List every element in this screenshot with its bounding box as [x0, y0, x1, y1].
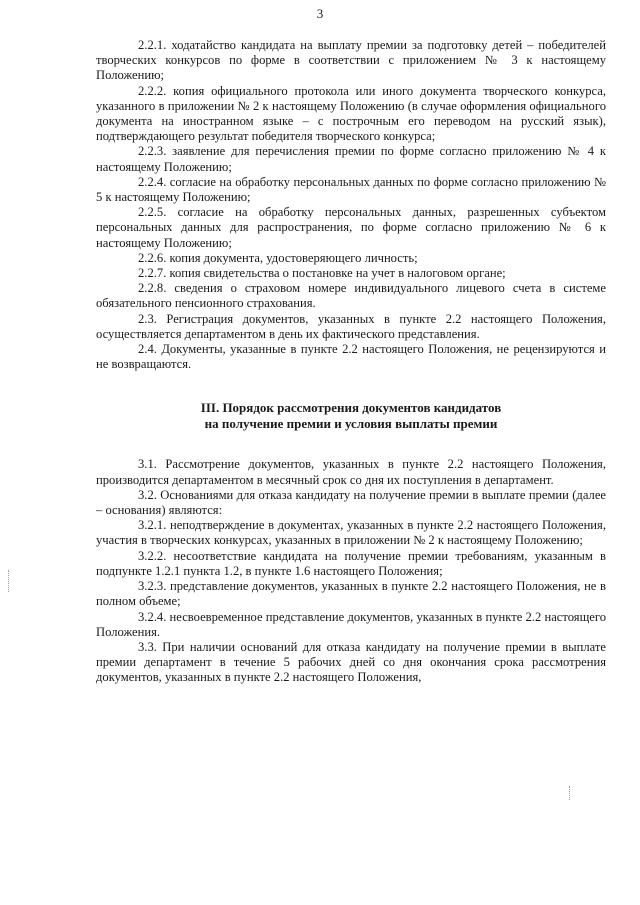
- paragraph-2-2-1: 2.2.1. ходатайство кандидата на выплату премии за подготовку детей – победителей творческих конкурсов по форме в соответствии с приложением № 3 к настоящему Положению;: [96, 38, 606, 83]
- scan-artifact-right: [569, 786, 571, 800]
- paragraph-2-2-8: 2.2.8. сведения о страховом номере индивидуального лицевого счета в системе обязательного пенсионного страхования.: [96, 281, 606, 311]
- paragraph-2-2-7: 2.2.7. копия свидетельства о постановке на учет в налоговом органе;: [138, 266, 506, 281]
- paragraph-3-2-3: 3.2.3. представление документов, указанных в пункте 2.2 настоящего Положения, не в полном объеме;: [96, 579, 606, 609]
- paragraph-2-2-5: 2.2.5. согласие на обработку персональных данных, разрешенных субъектом персональных данных для распространения, по форме согласно приложению № 6 к настоящему Положению;: [96, 205, 606, 250]
- paragraph-3-2-1: 3.2.1. неподтверждение в документах, указанных в пункте 2.2 настоящего Положения, участия в творческих конкурсах, указанных в приложении № 2 к настоящему Положению;: [96, 518, 606, 548]
- paragraph-2-4: 2.4. Документы, указанные в пункте 2.2 настоящего Положения, не рецензируются и не возвращаются.: [96, 342, 606, 372]
- section-heading-line-1: III. Порядок рассмотрения документов кандидатов: [200, 400, 502, 416]
- paragraph-3-3: 3.3. При наличии оснований для отказа кандидату на получение премии в выплате премии департамент в течение 5 рабочих дней со дня окончания срока рассмотрения документов, указанных в пункте 2.2 настоящего Положения,: [96, 639, 606, 685]
- paragraph-2-2-2: 2.2.2. копия официального протокола или иного документа творческого конкурса, указанного в приложении № 2 к настоящему Положению (в случае оформления официального документа на иностранном языке – с построчным его переводом на русский язык), подтверждающего результат победителя творческого конкурса;: [96, 83, 606, 144]
- paragraph-2-2-3: 2.2.3. заявление для перечисления премии по форме согласно приложению № 4 к настоящему Положению;: [96, 144, 606, 174]
- paragraph-2-2-4: 2.2.4. согласие на обработку персональных данных по форме согласно приложению № 5 к настоящему Положению;: [96, 174, 606, 205]
- scan-artifact-left: [8, 570, 10, 592]
- document-body: [96, 38, 606, 686]
- paragraph-3-2: 3.2. Основаниями для отказа кандидату на получение премии в выплате премии (далее – основания) являются:: [96, 487, 606, 518]
- paragraph-3-2-2: 3.2.2. несоответствие кандидата на получение премии требованиям, указанным в подпункте 1.2.1 пункта 1.2, в пункте 1.6 настоящего Положения;: [96, 548, 606, 578]
- paragraph-3-2-4: 3.2.4. несвоевременное представление документов, указанных в пункте 2.2 настоящего Положения.: [96, 609, 606, 639]
- paragraph-3-1: 3.1. Рассмотрение документов, указанных в пункте 2.2 настоящего Положения, производится департаментом в месячный срок со дня их поступления в департамент.: [96, 457, 606, 487]
- section-heading-line-2: на получение премии и условия выплаты премии: [204, 415, 498, 431]
- section-heading: [96, 400, 606, 431]
- paragraph-2-2-6: 2.2.6. копия документа, удостоверяющего личность;: [138, 250, 418, 265]
- paragraph-2-3: 2.3. Регистрация документов, указанных в пункте 2.2 настоящего Положения, осуществляется департаментом в день их фактического представления.: [96, 311, 606, 341]
- page-number: 3: [316, 6, 324, 21]
